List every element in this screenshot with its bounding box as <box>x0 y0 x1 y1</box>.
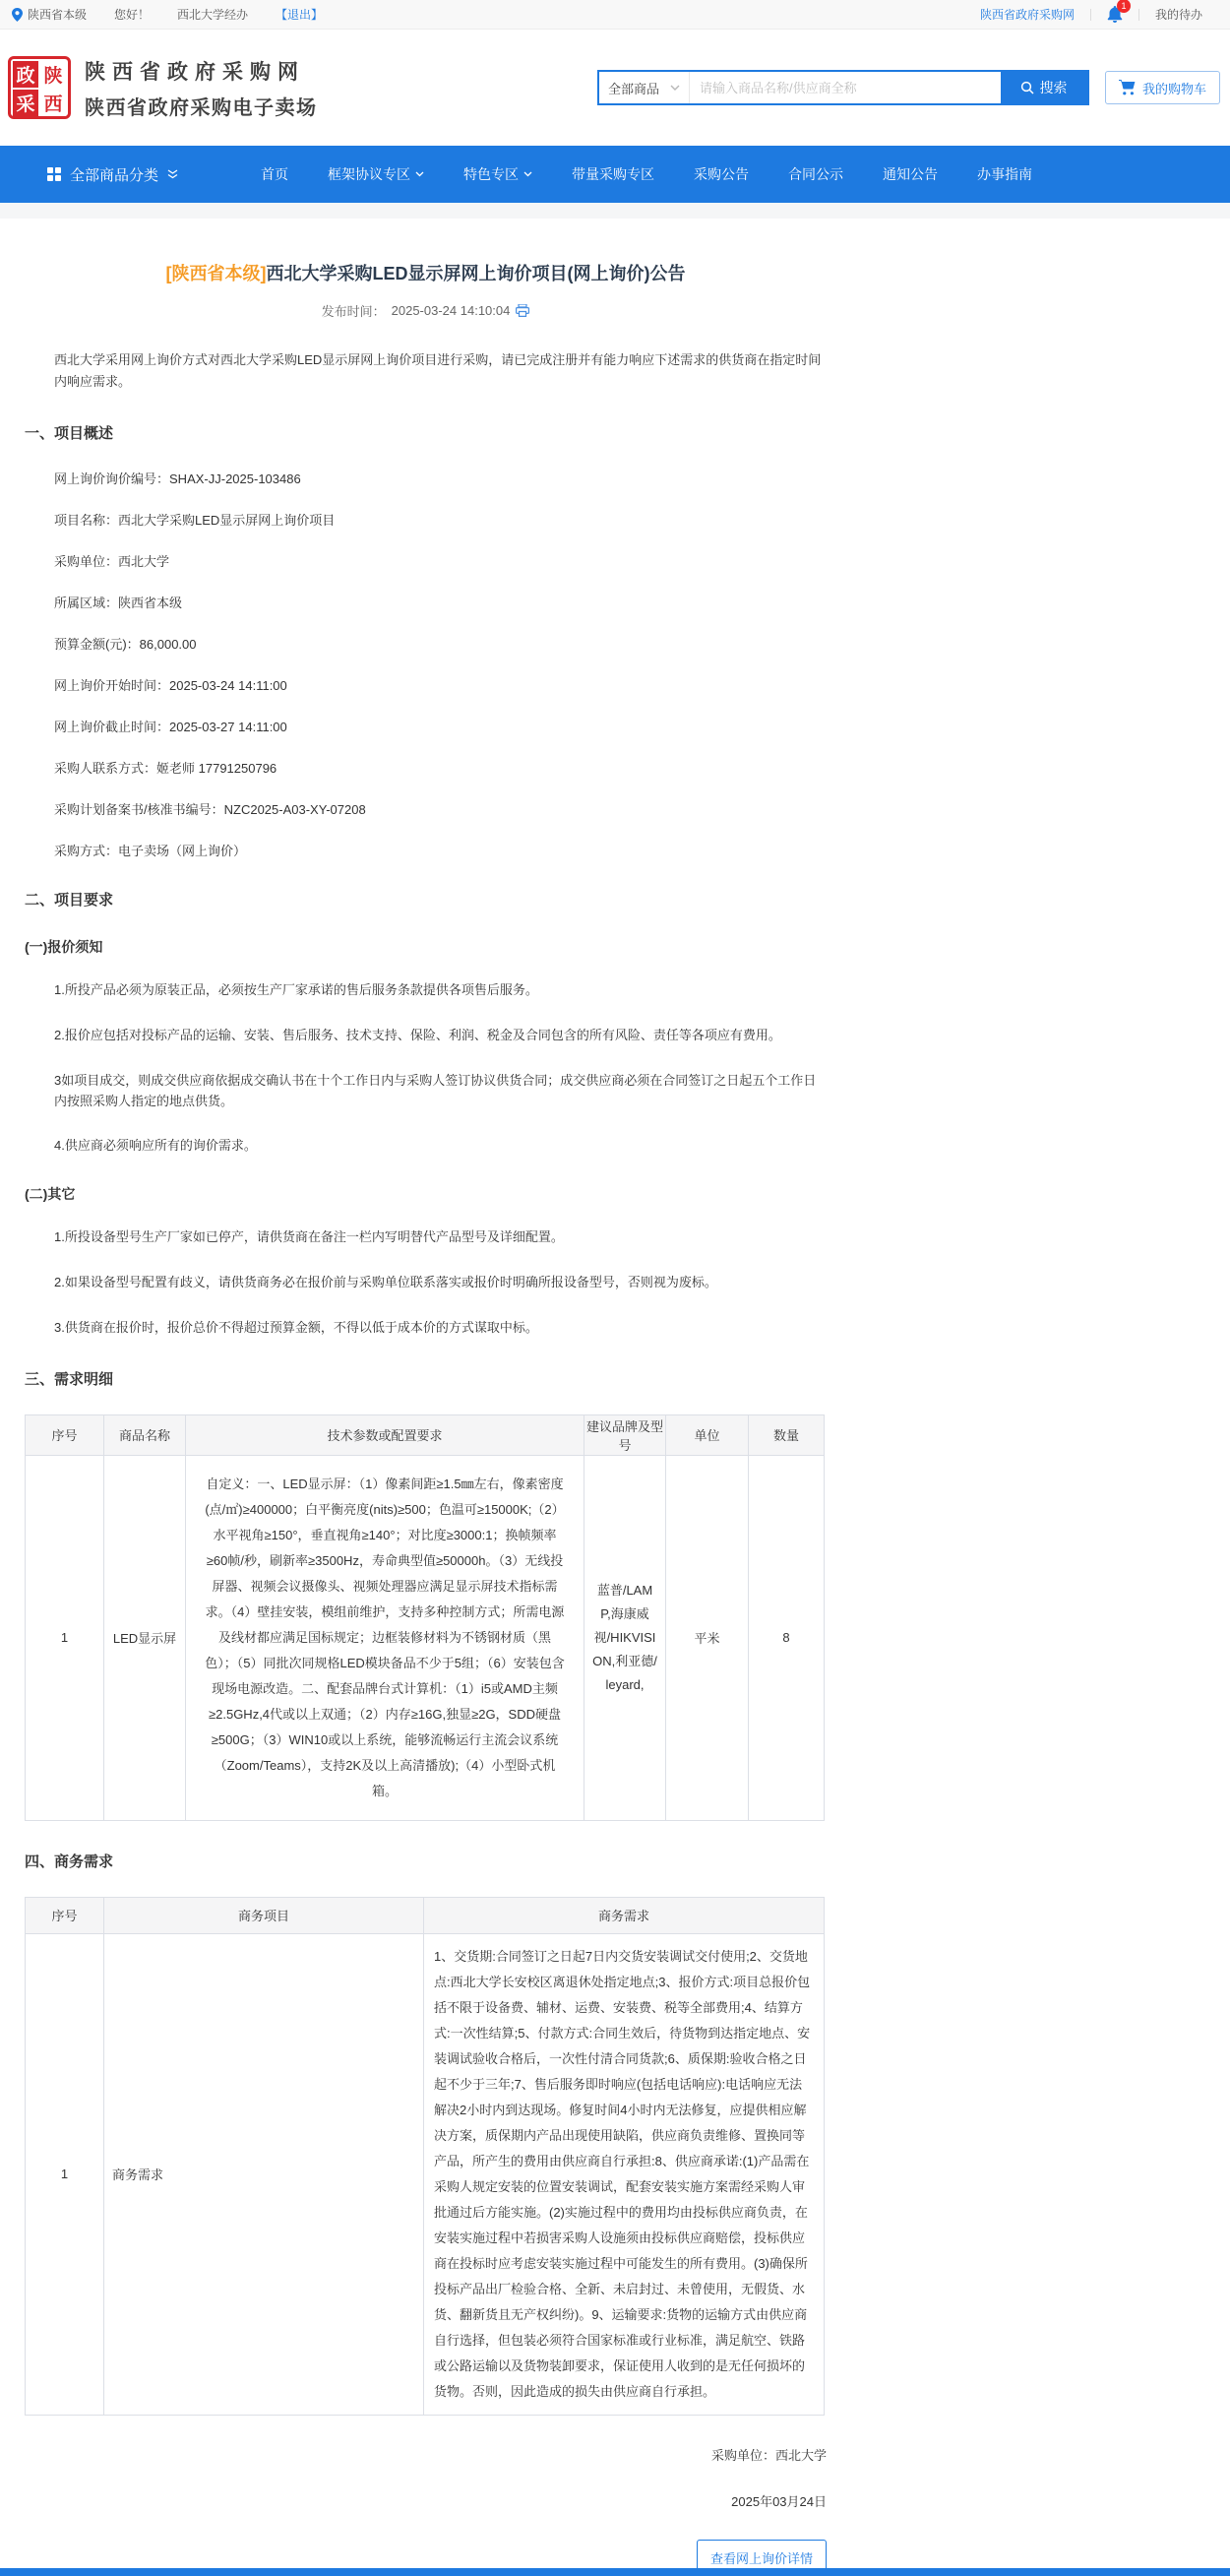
logout-link[interactable]: 【退出】 <box>276 8 324 22</box>
field-value: SHAX-JJ-2025-103486 <box>169 471 301 487</box>
col-header-requirement: 商务需求 <box>424 1897 825 1933</box>
topbar-left <box>12 6 323 23</box>
logo-char: 采 <box>13 90 38 116</box>
col-header-item: 商务项目 <box>104 1897 424 1933</box>
footer-bar <box>0 2568 1230 2576</box>
signature-date: 2025年03月24日 <box>731 2493 827 2509</box>
publish-time-row <box>25 301 827 320</box>
search-category-select[interactable] <box>599 72 690 103</box>
search-category-label: 全部商品 <box>607 81 659 96</box>
nav-item-special-zone[interactable] <box>463 164 532 184</box>
chevron-down-icon <box>670 85 680 91</box>
notice-item: 3如项目成交，则成交供应商依据成交确认书在十个工作日内与采购人签订协议供货合同；成交供应商必须在合同签订之日起五个工作日内按照采购人指定的地点供货。 <box>54 1072 817 1108</box>
nav-item-volume-purchase-zone[interactable] <box>572 164 654 184</box>
nav-item-label: 通知公告 <box>883 166 939 182</box>
field-value: 2025-03-27 14:11:00 <box>169 720 287 735</box>
field-label: 采购人联系方式： <box>54 761 157 777</box>
section-heading-demand-detail: 三、需求明细 <box>25 1370 114 1388</box>
cart-icon <box>1119 80 1136 95</box>
col-header-no: 序号 <box>26 1897 104 1933</box>
field-value: 电子卖场（网上询价） <box>118 844 247 859</box>
nav-item-service-guide[interactable] <box>977 164 1032 184</box>
field-label: 网上询价开始时间： <box>54 678 170 694</box>
field-value: 西北大学采购LED显示屏网上询价项目 <box>118 513 336 529</box>
notification-badge: 1 <box>1117 0 1131 13</box>
search-button-label: 搜索 <box>1039 80 1068 95</box>
field-purchaser <box>25 551 827 570</box>
site-logo <box>8 56 71 119</box>
cell-no: 1 <box>26 1933 104 2415</box>
cell-business-requirement: 1、交货期:合同签订之日起7日内交货安装调试交付使用;2、交货地点:西北大学长安校区离退休处指定地点;3、报价方式:项目总报价包括不限于设备费、辅材、运费、安装费、税等全部费用;4、结算方式:一次性结算;5、付款方式:合同生效后，待货物到达指定地点、安装调试验收合格后，一次性付清合同货款;6、质保期:验收合格之日起不少于三年;7、售后服务即时响应(包括电话响应):电话响应无法解决2小时内到达现场。修复时间4小时内无法修复，应提供相应解决方案，质保期内产品出现使用缺陷，供应商负责维修、置换同等产品，所产生的费用由供应商自行承担:8、供应商承诺:(1)产品需在采购人规定安装的位置安装调试，配套安装实施方案需经采购人审批通过后方能实施。(2)实施过程中的费用均由投标供应商负责，在安装实施过程中若损害采购人设施须由投标供应商赔偿，投标供应商在投标时应考虑安装实施过程中可能发生的所有费用。(3)确保所投标产品出厂检验合格、全新、未启封过、未曾使用，无假货、水货、翻新货且无产权纠纷)。9、运输要求:货物的运输方式由供应商自行选择，但包装必须符合国家标准或行业标准，满足航空、铁路或公路运输以及货物装卸要求，保证使用人收到的是无任何损坏的货物。否则，因此造成的损失由供应商自行承担。 <box>424 1933 825 2415</box>
field-method <box>25 841 827 859</box>
cell-business-item: 商务需求 <box>104 1933 424 2415</box>
field-label: 采购方式： <box>54 844 119 859</box>
section-heading-requirements: 二、项目要求 <box>25 892 114 910</box>
chevron-down-icon <box>415 171 424 177</box>
location-pin-icon <box>12 8 23 22</box>
col-header-qty: 数量 <box>749 1414 825 1455</box>
table-header-row <box>26 1897 825 1933</box>
field-label: 网上询价询价编号： <box>54 471 170 487</box>
col-header-unit: 单位 <box>666 1414 749 1455</box>
field-value: 2025-03-24 14:11:00 <box>169 678 287 694</box>
topbar-right <box>979 1 1202 23</box>
notice-item: 1.所投设备型号生产厂家如已停产，请供货商在备注一栏内写明替代产品型号及详细配置。 <box>54 1229 564 1245</box>
field-label: 网上询价截止时间： <box>54 720 170 735</box>
search-icon <box>1020 81 1034 94</box>
page-title <box>25 260 827 285</box>
publish-time-value: 2025-03-24 14:10:04 <box>391 303 511 318</box>
operator-name: 西北大学经办 <box>177 8 249 22</box>
field-label: 项目名称： <box>54 513 119 529</box>
notice-item: 4.供应商必须响应所有的询价需求。 <box>54 1138 257 1154</box>
section-heading-overview: 一、项目概述 <box>25 425 114 443</box>
nav-item-label: 特色专区 <box>463 166 520 182</box>
notice-item: 1.所投产品必须为原装正品，必须按生产厂家承诺的售后服务条款提供各项售后服务。 <box>54 982 538 998</box>
cell-no: 1 <box>26 1455 104 1820</box>
publish-time-label: 发布时间： <box>321 304 386 319</box>
field-value: 陕西省本级 <box>118 596 183 611</box>
chevron-down-icon <box>523 171 532 177</box>
all-categories-menu[interactable] <box>47 164 178 185</box>
business-table <box>25 1897 825 2416</box>
nav-item-framework-zone[interactable] <box>328 164 424 184</box>
main-nav <box>0 146 1230 203</box>
divider <box>1090 9 1091 21</box>
nav-item-label: 办事指南 <box>977 166 1033 182</box>
table-row <box>26 1455 825 1820</box>
field-region <box>25 593 827 611</box>
field-end-time <box>25 717 827 735</box>
signature-unit: 采购单位：西北大学 <box>710 2447 827 2463</box>
nav-item-label: 带量采购专区 <box>572 166 655 182</box>
intro-paragraph: 西北大学采用网上询价方式对西北大学采购LED显示屏网上询价项目进行采购，请已完成注册并有能力响应下述需求的供货商在指定时间内响应需求。 <box>54 352 822 390</box>
field-label: 采购计划备案书/核准书编号： <box>54 802 224 818</box>
table-row <box>26 1933 825 2415</box>
nav-item-procurement-announcements[interactable] <box>694 164 749 184</box>
field-value: NZC2025-A03-XY-07208 <box>223 802 366 818</box>
field-value: 86,000.00 <box>139 637 197 653</box>
table-header-row <box>26 1414 825 1455</box>
demand-table <box>25 1414 825 1821</box>
field-value: 西北大学 <box>118 554 170 570</box>
field-label: 采购单位： <box>54 554 119 570</box>
region-tag: [陕西省本级] <box>165 264 267 283</box>
search-input[interactable] <box>690 72 1001 103</box>
gray-strip <box>0 203 1230 219</box>
field-label: 所属区域： <box>54 596 119 611</box>
cell-qty: 8 <box>749 1455 825 1820</box>
nav-item-label: 首页 <box>261 166 289 182</box>
search-button[interactable] <box>1001 72 1087 103</box>
cell-tech-params: 自定义：一、LED显示屏：（1）像素间距≥1.5㎜左右，像素密度(点/㎡)≥400000；白平衡亮度(nits)≥500；色温可≥15000K;（2）水平视角≥150°，垂直视角≥140°；对比度≥3000:1；换帧频率≥60帧/秒，刷新率≥3500Hz，寿命典型值≥50000h。（3）无线投屏器、视频会议摄像头、视频处理器应满足显示屏技术指标需求。（4）壁挂安装，模组前维护，支持多种控制方式；所需电源及线材都应满足国标规定；边框装修材料为不锈钢材质（黑色）；（5）同批次同规格LED模块备品不少于5组；（6）安装包含现场电源改造。二、配套品牌台式计算机：（1）i5或AMD主频≥2.5GHz,4代或以上双通；（2）内存≥16G,独显≥2G，SDD硬盘≥500G；（3）WIN10或以上系统，能够流畅运行主流会议系统（Zoom/Teams），支持2K及以上高清播放);（4）小型卧式机箱。 <box>186 1455 584 1820</box>
subheading-quotation-notice: (一)报价须知 <box>25 939 103 956</box>
title-text: 西北大学采购LED显示屏网上询价项目(网上询价)公告 <box>266 264 686 283</box>
nav-item-label: 采购公告 <box>694 166 750 182</box>
cell-brand: 蓝普/LAMP,海康威视/HIKVISION,利亚德/leyard, <box>584 1455 666 1820</box>
field-plan-no <box>25 799 827 818</box>
nav-item-label: 合同公示 <box>788 166 844 182</box>
cell-unit: 平米 <box>666 1455 749 1820</box>
announcement-content <box>25 219 827 2576</box>
location-label: 陕西省本级 <box>28 8 88 22</box>
field-value: 姬老师 17791250796 <box>156 761 277 777</box>
logo-char: 西 <box>40 90 66 116</box>
col-header-product: 商品名称 <box>104 1414 186 1455</box>
field-contact <box>25 758 827 777</box>
topbar <box>0 0 1230 30</box>
col-header-brand: 建议品牌及型号 <box>584 1414 666 1455</box>
divider <box>1138 9 1139 21</box>
col-header-no: 序号 <box>26 1414 104 1455</box>
field-start-time <box>25 675 827 694</box>
my-todo-link[interactable]: 我的待办 <box>1154 8 1202 22</box>
site-brand <box>85 56 318 120</box>
site-header <box>0 30 1230 146</box>
field-project-name <box>25 510 827 529</box>
logo-char: 陕 <box>40 61 66 88</box>
field-label: 预算金额(元)： <box>54 637 140 653</box>
logo-char: 政 <box>13 61 38 88</box>
nav-item-contract-publicity[interactable] <box>788 164 843 184</box>
field-inquiry-no <box>25 469 827 487</box>
notice-item: 2.如果设备型号配置有歧义，请供货商务必在报价前与采购单位联系落实或报价时明确所报设备型号，否则视为废标。 <box>54 1274 717 1289</box>
nav-item-home[interactable] <box>261 164 288 184</box>
field-budget <box>25 634 827 653</box>
section-heading-business: 四、商务需求 <box>25 1853 114 1870</box>
cell-product-name: LED显示屏 <box>104 1455 186 1820</box>
location-selector[interactable] <box>12 6 87 23</box>
notice-item: 2.报价应包括对投标产品的运输、安装、售后服务、技术支持、保险、利润、税金及合同包含的所有风险、责任等各项应有费用。 <box>54 1027 781 1042</box>
site-title: 陕西省政府采购网 <box>85 60 305 84</box>
notice-item: 3.供货商在报价时，报价总价不得超过预算金额，不得以低于成本价的方式谋取中标。 <box>54 1319 538 1335</box>
nav-item-label: 框架协议专区 <box>328 166 411 182</box>
notification-bell[interactable] <box>1107 1 1127 23</box>
view-inquiry-detail-button[interactable]: 查看网上询价详情 <box>697 2540 827 2576</box>
cart-button-label: 我的购物车 <box>1141 81 1206 96</box>
all-categories-label: 全部商品分类 <box>70 166 159 184</box>
nav-links <box>261 164 1032 184</box>
col-header-tech: 技术参数或配置要求 <box>186 1414 584 1455</box>
subheading-others: (二)其它 <box>25 1186 76 1203</box>
portal-site-link[interactable]: 陕西省政府采购网 <box>979 8 1075 22</box>
double-chevron-down-icon <box>167 169 178 179</box>
search-box <box>597 70 1089 105</box>
print-icon[interactable] <box>516 304 529 317</box>
grid-icon <box>47 167 61 181</box>
greeting-text: 您好！ <box>114 8 151 22</box>
cart-button[interactable] <box>1105 71 1220 104</box>
site-subtitle: 陕西省政府采购电子卖场 <box>85 96 318 119</box>
nav-item-notices[interactable] <box>883 164 938 184</box>
